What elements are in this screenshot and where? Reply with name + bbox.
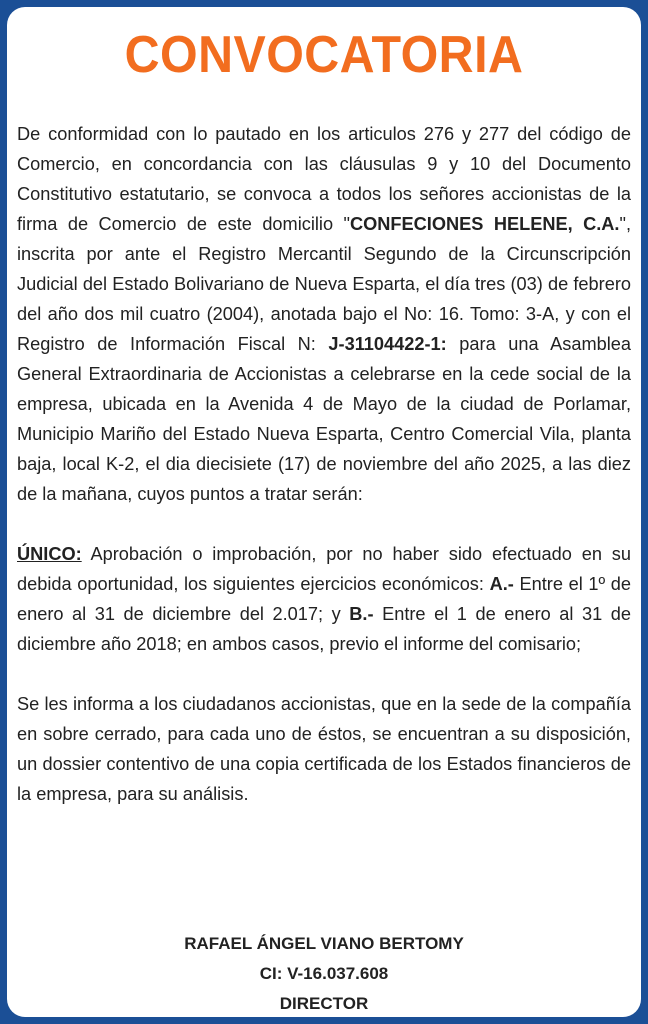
- signatory-name: RAFAEL ÁNGEL VIANO BERTOMY: [184, 934, 464, 953]
- notice-title: CONVOCATORIA: [124, 26, 524, 84]
- paragraph-agenda: [17, 539, 631, 659]
- signatory-ci: CI: V-16.037.608: [259, 964, 389, 983]
- notice-body: [17, 119, 631, 809]
- item-a-label: A.-: [489, 574, 514, 594]
- notice-card: [7, 7, 641, 1017]
- rif-number: J-31104422-1:: [328, 334, 447, 354]
- signature-block: [7, 929, 641, 1019]
- paragraph2-part1: Aprobación o improbación, por no haber sido efectuado en su debida oportunidad, los siguientes ejercicios económicos:: [17, 544, 631, 594]
- paragraph2-part2: Entre el 1º de enero al 31 de diciembre del 2.017; y: [17, 574, 631, 624]
- paragraph-convocation: [17, 119, 631, 509]
- agenda-label: ÚNICO:: [17, 544, 82, 564]
- company-name: CONFECIONES HELENE, C.A.: [349, 214, 620, 234]
- signatory-role: DIRECTOR: [279, 994, 369, 1013]
- paragraph-information: Se les informa a los ciudadanos accionistas, que en la sede de la compañía en sobre cerrado, para cada uno de éstos, se encuentran a su disposición, un dossier contentivo de una copia certificada de los Estados financieros de la empresa, para su análisis.: [17, 694, 631, 804]
- paragraph2-part3: Entre el 1 de enero al 31 de diciembre año 2018; en ambos casos, previo el informe del comisario;: [17, 604, 631, 654]
- paragraph1-part2: ", inscrita por ante el Registro Mercantil Segundo de la Circunscripción Judicial del Estado Bolivariano de Nueva Esparta, el día tres (03) de febrero del año dos mil cuatro (2004), anotada bajo el No: 16. Tomo: 3-A, y con el Registro de Información Fiscal N:: [17, 214, 631, 354]
- item-b-label: B.-: [349, 604, 374, 624]
- paragraph1-part3: para una Asamblea General Extraordinaria de Accionistas a celebrarse en la cede social de la empresa, ubicada en la Avenida 4 de Mayo de la ciudad de Porlamar, Municipio Mariño del Estado Nueva Esparta, Centro Comercial Vila, planta baja, local K-2, el dia diecisiete (17) de noviembre del año 2025, a las diez de la mañana, cuyos puntos a tratar serán:: [17, 334, 631, 504]
- paragraph1-part1: De conformidad con lo pautado en los articulos 276 y 277 del código de Comercio, en concordancia con las cláusulas 9 y 10 del Documento Constitutivo estatutario, se convoca a todos los señores accionistas de la firma de Comercio de este domicilio ": [17, 124, 631, 234]
